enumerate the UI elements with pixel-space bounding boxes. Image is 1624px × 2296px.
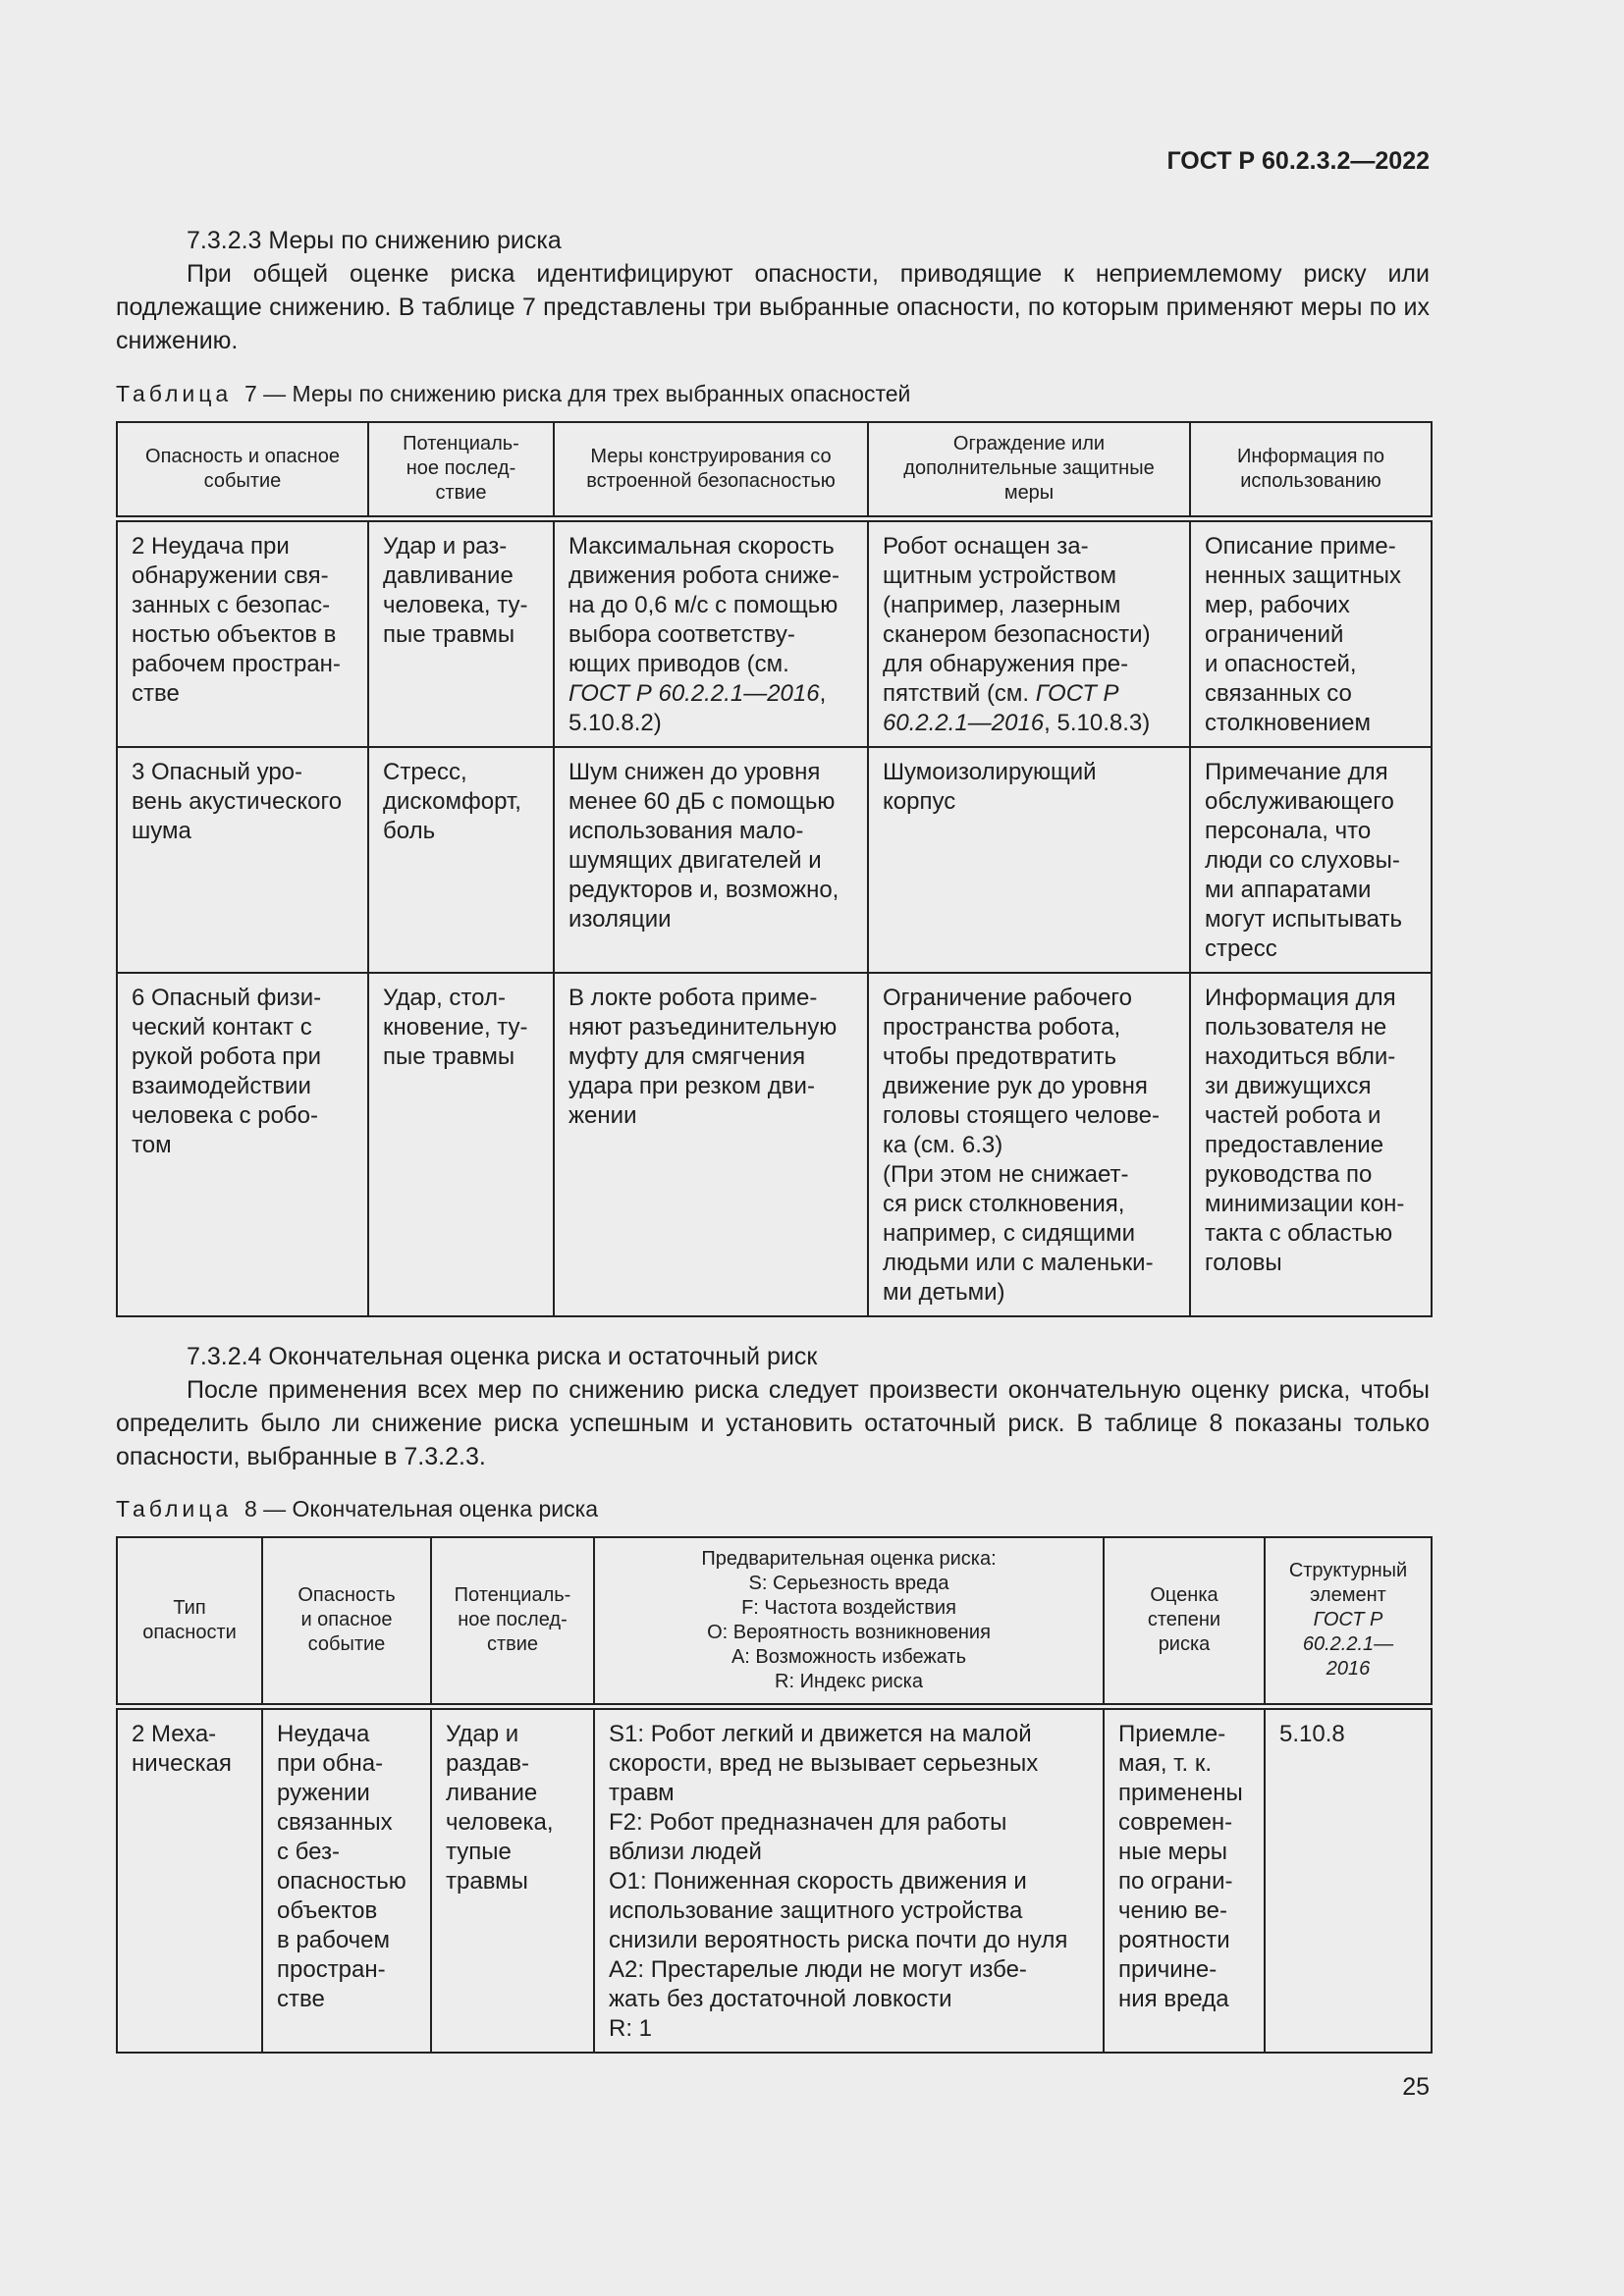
cell-line: чтобы предотвратить: [883, 1042, 1117, 1070]
cell-line: том: [132, 1131, 172, 1158]
cell-line: няют разъединительную: [568, 1013, 838, 1041]
cell-line: Опасность: [298, 1584, 396, 1607]
cell-line: A: Возможность избежать: [731, 1645, 967, 1668]
cell-line: Описание приме-: [1205, 532, 1396, 560]
cell-risk-evaluation: [1104, 1706, 1265, 2053]
cell-consequence: [368, 747, 554, 973]
cell-line: и опасностей,: [1205, 650, 1357, 677]
cell-line: стве: [132, 679, 180, 707]
cell-preliminary-assessment: [594, 1706, 1104, 2053]
cell-line: стве: [277, 1985, 325, 2012]
cell-line: ружении: [277, 1779, 370, 1806]
cell-line: Меры конструирования со: [590, 445, 832, 467]
cell-line: столкновением: [1205, 709, 1371, 736]
cell-line: пые травмы: [383, 1042, 515, 1070]
cell-line: применены: [1118, 1779, 1243, 1806]
cell-line: выбора соответству-: [568, 620, 795, 648]
cell-line: Потенциаль-: [403, 433, 519, 455]
cell-line: Информация для: [1205, 984, 1396, 1011]
section-heading: 7.3.2.3 Меры по снижению риска: [187, 227, 562, 254]
cell-line: рукой робота при: [132, 1042, 322, 1070]
cell-line: O1: Пониженная скорость движения и: [609, 1867, 1027, 1895]
table-header-row: [117, 1537, 1432, 1706]
cell-line: объектов: [277, 1896, 378, 1924]
cell-guarding: [868, 973, 1190, 1316]
cell-line: дискомфорт,: [383, 787, 521, 815]
cell-hazard: [262, 1706, 431, 2053]
cell-line: ностью объектов в: [132, 620, 337, 648]
cell-line: Потенциаль-: [454, 1584, 571, 1607]
cell-line: использования мало-: [568, 817, 804, 844]
cell-line: опасности: [142, 1621, 237, 1643]
cell-line: для обнаружения пре-: [883, 650, 1129, 677]
cell-line: встроенной безопасностью: [586, 469, 836, 492]
cell-line: ствие: [486, 1633, 539, 1656]
cell-line: минимизации кон-: [1205, 1190, 1405, 1217]
cell-line: травм: [609, 1779, 675, 1806]
cell-line: например, с сидящими: [883, 1219, 1136, 1247]
cell-line: F: Частота воздействия: [741, 1596, 956, 1619]
header-hazard: [117, 422, 368, 518]
cell-line: Структурный: [1288, 1560, 1408, 1582]
cell-line: R: Индекс риска: [775, 1670, 923, 1692]
cell-hazard: [117, 973, 368, 1316]
table-label: Таблица: [116, 381, 233, 406]
cell-line: обслуживающего: [1205, 787, 1394, 815]
table7-caption: [116, 381, 910, 407]
cell-line: удара при резком дви-: [568, 1072, 815, 1099]
cell-line: стресс: [1205, 934, 1277, 962]
cell-line: головы: [1205, 1249, 1282, 1276]
cell-line: 2016: [1326, 1658, 1371, 1681]
cell-line: щитным устройством: [883, 561, 1116, 589]
cell-line: 60.2.2.1—: [1302, 1633, 1394, 1656]
cell-line: по ограни-: [1118, 1867, 1233, 1895]
cell-line: Удар, стол-: [383, 984, 506, 1011]
cell-line: A2: Престарелые люди не могут избе-: [609, 1955, 1027, 1983]
cell-line: В локте робота приме-: [568, 984, 818, 1011]
cell-line: ми детьми): [883, 1278, 1005, 1306]
section-7-3-2-4: [116, 1340, 1430, 1473]
cell-line: сканером безопасности): [883, 620, 1151, 648]
cell-line: (например, лазерным: [883, 591, 1121, 618]
cell-line: такта с областью: [1205, 1219, 1393, 1247]
cell-line: Неудача: [277, 1720, 370, 1747]
cell-line: Робот оснащен за-: [883, 532, 1089, 560]
table7: [116, 421, 1433, 1317]
table8: [116, 1536, 1433, 2054]
cell-line: дополнительные защитные: [903, 457, 1155, 480]
header-risk-evaluation: [1104, 1537, 1265, 1706]
cell-line: муфту для смягчения: [568, 1042, 806, 1070]
cell-line: пятствий (см. ГОСТ Р: [883, 679, 1119, 707]
cell-line: шумящих двигателей и: [568, 846, 822, 874]
cell-line: элемент: [1310, 1584, 1386, 1607]
cell-line: использованию: [1240, 469, 1381, 492]
cell-line: кновение, ту-: [383, 1013, 528, 1041]
cell-line: менее 60 дБ с помощью: [568, 787, 836, 815]
cell-line: руководства по: [1205, 1160, 1373, 1188]
cell-line: S: Серьезность вреда: [748, 1572, 949, 1594]
cell-guarding: [868, 518, 1190, 747]
cell-line: ся риск столкновения,: [883, 1190, 1125, 1217]
cell-line: взаимодействии: [132, 1072, 311, 1099]
cell-line: на до 0,6 м/с с помощью: [568, 591, 839, 618]
cell-line: ненных защитных: [1205, 561, 1402, 589]
cell-line: 2 Неудача при: [132, 532, 290, 560]
cell-line: частей робота и: [1205, 1101, 1381, 1129]
cell-line: ка (см. 6.3): [883, 1131, 1003, 1158]
cell-line: с без-: [277, 1838, 340, 1865]
cell-line: боль: [383, 817, 436, 844]
cell-consequence: [368, 518, 554, 747]
header-design-measures: [554, 422, 868, 518]
table-label: Таблица: [116, 1496, 233, 1522]
cell-information: [1190, 747, 1432, 973]
cell-line: персонала, что: [1205, 817, 1372, 844]
table-row: [117, 518, 1432, 747]
cell-line: скорости, вред не вызывает серьезных: [609, 1749, 1039, 1777]
cell-design-measures: [554, 518, 868, 747]
cell-line: головы стоящего челове-: [883, 1101, 1160, 1129]
cell-line: простран-: [277, 1955, 386, 1983]
header-consequence: [368, 422, 554, 518]
cell-line: Ограничение рабочего: [883, 984, 1132, 1011]
cell-line: современ-: [1118, 1808, 1233, 1836]
cell-line: вень акустического: [132, 787, 343, 815]
cell-line: в рабочем: [277, 1926, 391, 1953]
cell-line: Удар и раз-: [383, 532, 508, 560]
cell-line: рабочем простран-: [132, 650, 341, 677]
cell-line: предоставление: [1205, 1131, 1384, 1158]
cell-line: люди со слуховы-: [1205, 846, 1400, 874]
cell-line: степени: [1147, 1609, 1221, 1631]
cell-line: движение рук до уровня: [883, 1072, 1148, 1099]
cell-line: ливание: [446, 1779, 538, 1806]
cell-information: [1190, 973, 1432, 1316]
table-row: [117, 973, 1432, 1316]
cell-line: Удар и: [446, 1720, 519, 1747]
cell-line: R: 1: [609, 2014, 653, 2042]
cell-hazard-type: [117, 1706, 262, 2053]
cell-line: людьми или с маленьки-: [883, 1249, 1154, 1276]
section-heading: 7.3.2.4 Окончательная оценка риска и остаточный риск: [187, 1343, 818, 1370]
cell-line: Тип: [173, 1596, 206, 1619]
cell-line: (При этом не снижает-: [883, 1160, 1129, 1188]
cell-hazard: [117, 747, 368, 973]
cell-line: чению ве-: [1118, 1896, 1227, 1924]
header-guarding: [868, 422, 1190, 518]
cell-line: ные меры: [1118, 1838, 1227, 1865]
cell-line: ное послед-: [458, 1609, 568, 1631]
cell-consequence: [368, 973, 554, 1316]
cell-line: обнаружении свя-: [132, 561, 329, 589]
cell-line: и опасное: [300, 1609, 393, 1631]
page-number: 25: [1402, 2073, 1430, 2101]
header-hazard-type: [117, 1537, 262, 1706]
cell-line: 5.10.8.2): [568, 709, 662, 736]
cell-line: могут испытывать: [1205, 905, 1402, 933]
cell-line: шума: [132, 817, 191, 844]
cell-line: 60.2.2.1—2016, 5.10.8.3): [883, 709, 1151, 736]
cell-line: ющих приводов (см.: [568, 650, 789, 677]
cell-line: ми аппаратами: [1205, 876, 1372, 903]
cell-line: жении: [568, 1101, 637, 1129]
cell-line: 3 Опасный уро-: [132, 758, 303, 785]
cell-guarding: [868, 747, 1190, 973]
cell-line: пространства робота,: [883, 1013, 1121, 1041]
cell-line: событие: [307, 1633, 386, 1656]
cell-line: Приемле-: [1118, 1720, 1226, 1747]
table-row: [117, 1706, 1432, 2053]
cell-line: F2: Робот предназначен для работы: [609, 1808, 1007, 1836]
cell-line: 2 Меха-: [132, 1720, 217, 1747]
cell-line: ническая: [132, 1749, 232, 1777]
cell-line: человека,: [446, 1808, 554, 1836]
cell-line: Предварительная оценка риска:: [701, 1547, 997, 1570]
cell-design-measures: [554, 973, 868, 1316]
header-information: [1190, 422, 1432, 518]
standard-number: ГОСТ Р 60.2.3.2—2022: [1166, 147, 1430, 175]
cell-line: ГОСТ Р 60.2.2.1—2016,: [568, 679, 827, 707]
cell-line: 5.10.8: [1279, 1720, 1345, 1747]
cell-line: Оценка: [1150, 1584, 1218, 1607]
cell-line: ограничений: [1205, 620, 1344, 648]
header-consequence: [431, 1537, 594, 1706]
cell-line: ния вреда: [1118, 1985, 1229, 2012]
section-7-3-2-3: [116, 224, 1430, 357]
cell-design-measures: [554, 747, 868, 973]
cell-line: при обна-: [277, 1749, 384, 1777]
cell-structural-element: [1265, 1706, 1432, 2053]
cell-line: мер, рабочих: [1205, 591, 1350, 618]
cell-line: ческий контакт с: [132, 1013, 312, 1041]
cell-line: связанных со: [1205, 679, 1352, 707]
cell-line: S1: Робот легкий и движется на малой: [609, 1720, 1032, 1747]
cell-line: мая, т. к.: [1118, 1749, 1213, 1777]
cell-line: Информация по: [1237, 445, 1384, 467]
cell-line: Опасность и опасное: [145, 445, 340, 467]
cell-line: Максимальная скорость: [568, 532, 835, 560]
header-hazard: [262, 1537, 431, 1706]
cell-line: травмы: [446, 1867, 528, 1895]
cell-hazard: [117, 518, 368, 747]
cell-line: Шум снижен до уровня: [568, 758, 821, 785]
cell-line: использование защитного устройства: [609, 1896, 1023, 1924]
table-title: 8 — Окончательная оценка риска: [244, 1496, 599, 1522]
cell-line: риска: [1158, 1633, 1211, 1656]
cell-consequence: [431, 1706, 594, 2053]
cell-line: жать без достаточной ловкости: [609, 1985, 952, 2012]
cell-line: меры: [1003, 482, 1055, 505]
cell-line: опасностью: [277, 1867, 406, 1895]
cell-line: причине-: [1118, 1955, 1218, 1983]
cell-line: корпус: [883, 787, 956, 815]
cell-line: раздав-: [446, 1749, 529, 1777]
cell-line: вблизи людей: [609, 1838, 762, 1865]
cell-line: ствие: [435, 482, 487, 505]
header-preliminary-assessment: [594, 1537, 1104, 1706]
cell-line: пользователя не: [1205, 1013, 1387, 1041]
table-title: 7 — Меры по снижению риска для трех выбранных опасностей: [244, 381, 911, 406]
cell-line: Примечание для: [1205, 758, 1388, 785]
cell-line: связанных: [277, 1808, 393, 1836]
section-paragraph: После применения всех мер по снижению риска следует произвести окончательную оценку риска, чтобы определить было ли снижение риска успешным и установить остаточный риск. В таблице 8 показаны только опасности, выбранные в 7.3.2.3.: [116, 1376, 1430, 1470]
cell-line: занных с безопас-: [132, 591, 331, 618]
cell-line: снизили вероятность риска почти до нуля: [609, 1926, 1068, 1953]
table-row: [117, 747, 1432, 973]
cell-line: зи движущихся: [1205, 1072, 1372, 1099]
cell-line: O: Вероятность возникновения: [707, 1621, 991, 1643]
cell-line: пые травмы: [383, 620, 515, 648]
header-structural-element: [1265, 1537, 1432, 1706]
cell-line: Ограждение или: [952, 433, 1106, 455]
table8-caption: [116, 1496, 598, 1522]
cell-line: человека, ту-: [383, 591, 528, 618]
cell-line: 6 Опасный физи-: [132, 984, 322, 1011]
cell-line: событие: [203, 469, 282, 492]
cell-line: ГОСТ Р: [1313, 1609, 1383, 1631]
cell-line: человека с робо-: [132, 1101, 318, 1129]
cell-line: редукторов и, возможно,: [568, 876, 839, 903]
cell-line: Стресс,: [383, 758, 467, 785]
cell-line: давливание: [383, 561, 514, 589]
cell-line: ное послед-: [406, 457, 516, 480]
cell-line: изоляции: [568, 905, 672, 933]
table-header-row: [117, 422, 1432, 518]
cell-line: роятности: [1118, 1926, 1230, 1953]
cell-line: находиться вбли-: [1205, 1042, 1396, 1070]
cell-information: [1190, 518, 1432, 747]
cell-line: тупые: [446, 1838, 512, 1865]
cell-line: движения робота сниже-: [568, 561, 839, 589]
section-paragraph: При общей оценке риска идентифицируют опасности, приводящие к неприемлемому риску или подлежащие снижению. В таблице 7 представлены три выбранные опасности, по которым применяют меры по их снижению.: [116, 260, 1430, 354]
cell-line: Шумоизолирующий: [883, 758, 1097, 785]
